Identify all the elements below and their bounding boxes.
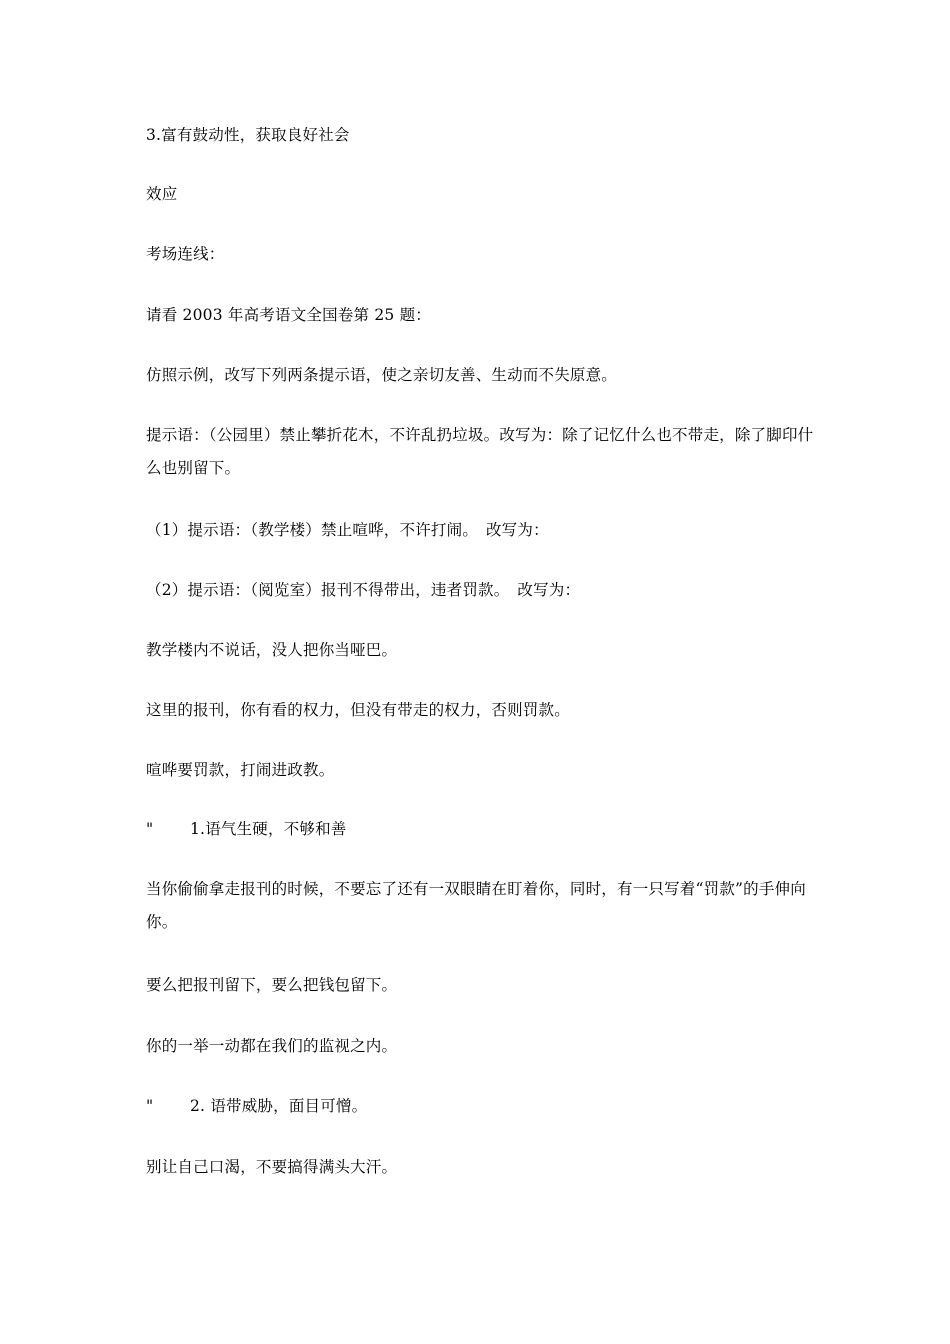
answer-line: 喧哗要罚款，打闹进政教。 — [146, 761, 335, 779]
answer-line: 要么把报刊留下，要么把钱包留下。 — [146, 976, 398, 994]
question-2: （2）提示语：（阅览室）报刊不得带出，违者罚款。 改写为： — [146, 581, 581, 599]
quote-mark: " — [146, 820, 154, 838]
comment-text: 2. 语带威胁，面目可憎。 — [190, 1097, 368, 1115]
paragraph: 仿照示例，改写下列两条提示语，使之亲切友善、生动而不失原意。 — [146, 366, 618, 384]
answer-line: 别让自己口渴，不要搞得满头大汗。 — [146, 1158, 398, 1176]
comment-line — [146, 1096, 826, 1116]
section-label: 考场连线： — [146, 245, 225, 263]
comment-line — [146, 819, 826, 839]
answer-line: 你的一举一动都在我们的监视之内。 — [146, 1037, 398, 1055]
paragraph: 请看 2003 年高考语文全国卷第 25 题： — [146, 306, 431, 324]
heading-point-3-cont: 效应 — [146, 185, 178, 203]
question-1: （1）提示语：（教学楼）禁止喧哗，不许打闹。 改写为： — [146, 521, 549, 539]
quote-mark: " — [146, 1097, 154, 1115]
paragraph-example: 提示语：（公园里）禁止攀折花木，不许乱扔垃圾。改写为：除了记忆什么也不带走，除了脚印什么也别留下。 — [146, 426, 814, 477]
answer-line: 这里的报刊，你有看的权力，但没有带走的权力，否则罚款。 — [146, 701, 570, 719]
heading-point-3: 3.富有鼓动性，获取良好社会 — [146, 126, 350, 144]
answer-line-long: 当你偷偷拿走报刊的时候，不要忘了还有一双眼睛在盯着你，同时，有一只写着“罚款”的手伸向你。 — [146, 880, 806, 931]
answer-line: 教学楼内不说话，没人把你当哑巴。 — [146, 641, 398, 659]
comment-text: 1.语气生硬，不够和善 — [190, 820, 347, 838]
